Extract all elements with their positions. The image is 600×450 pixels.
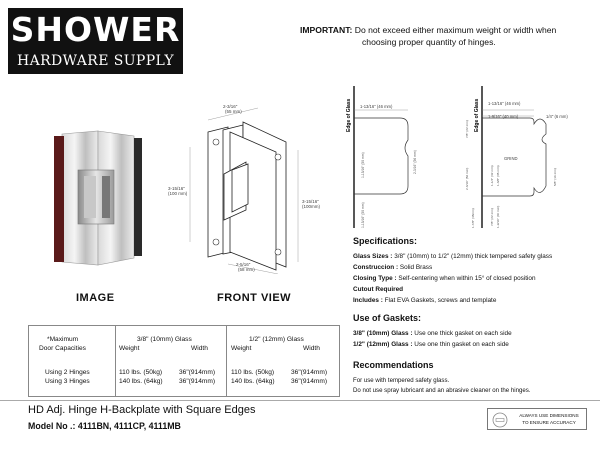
caption-image: IMAGE (76, 292, 115, 304)
dim-b-right: 5/8" (16 mm) (553, 168, 557, 186)
dim-b-side-1: 7/8" (22 mm) (465, 120, 469, 138)
logo-top-text: SHOWER (10, 10, 181, 49)
spec-item: Cutout Required (353, 286, 404, 293)
cutout-drawing-a (340, 78, 448, 230)
table-divider (115, 326, 116, 396)
header-max: *Maximum (47, 336, 79, 343)
cell-width-38-2: 36"(914mm) (179, 369, 216, 376)
edge-of-glass-label-a: Edge of Glass (346, 98, 352, 132)
specs-title: Specifications: (353, 236, 418, 246)
capacity-table (28, 325, 340, 397)
recommendations-title: Recommendations (353, 360, 434, 370)
dim-b-side-5: 1-3/8" (35 mm) (496, 165, 500, 186)
dim-b-top-2: 1-9/16" (40 mm) (488, 114, 519, 119)
model-number: Model No .: 4111BN, 4111CP, 4111MB (28, 421, 181, 431)
dim-left-mm: (100 mm) (168, 191, 188, 196)
spec-item: Construccion : Solid Brass (353, 264, 433, 271)
dim-a-side-3: 1-15/16" (50 mm) (361, 202, 365, 228)
dim-b-side-2: 2-3/16" (56 mm) (465, 167, 469, 190)
footer-divider (0, 400, 600, 401)
grind-label: GRIND (504, 156, 518, 161)
cell-weight-12-3: 140 lbs. (64kg) (231, 378, 275, 385)
dim-b-side-6: 7/8" (22 mm) (490, 208, 494, 226)
recommendations-list (353, 376, 593, 396)
dim-b-side-4: 1-1/4" (32 mm) (490, 165, 494, 186)
dim-bottom-in: 2-5/16" (236, 262, 251, 267)
dim-right-mm: (100mm) (302, 204, 321, 209)
specs-list (353, 251, 593, 306)
dim-b-top-1: 1-13/16" (46 mm) (488, 101, 521, 106)
cell-weight-12-2: 110 lbs. (50kg) (231, 369, 275, 376)
gasket-item: 3/8" (10mm) Glass : Use one thick gasket on each side (353, 330, 512, 337)
ruler-icon (492, 412, 508, 428)
row-label-2-hinges: Using 2 Hinges (45, 369, 90, 376)
rec-line-1: For use with tempered safety glass. (353, 377, 450, 384)
edge-of-glass-label-b: Edge of Glass (474, 98, 480, 132)
important-notice (300, 24, 590, 48)
dim-b-side-7: 1-9/16" (40 mm) (496, 205, 500, 228)
dim-a-top: 1-13/16" (46 mm) (360, 104, 393, 109)
dim-top-mm: (55 mm) (225, 109, 242, 114)
badge-text: ALWAYS USE DIMENSIONS TO ENSURE ACCURACY (519, 413, 579, 425)
cell-width-12-3: 36"(914mm) (291, 378, 328, 385)
header-glass-38: 3/8" (10mm) Glass (137, 336, 192, 343)
front-view-drawing (168, 102, 328, 274)
rec-line-2: Do not use spray lubricant and an abrasive cleaner on the hinges. (353, 387, 531, 394)
dim-right-in: 3-15/16" (302, 199, 319, 204)
dim-a-side-1: 1-15/16" (50 mm) (361, 152, 365, 178)
logo-bottom-text: HARDWARE SUPPLY (17, 53, 174, 69)
header-glass-12: 1/2" (12mm) Glass (249, 336, 304, 343)
important-line-1: Do not exceed either maximum weight or width when (354, 25, 557, 35)
cell-width-38-3: 36"(914mm) (179, 378, 216, 385)
important-line-2: choosing proper quantity of hinges. (362, 37, 496, 47)
header-width-2: Width (303, 345, 320, 352)
header-width-1: Width (191, 345, 208, 352)
header-door-capacities: Door Capacities (39, 345, 86, 352)
dim-bottom-mm: (58 mm) (238, 267, 255, 272)
dim-b-top-3: 1/4" (6 mm) (546, 114, 568, 119)
hinge-photo (40, 128, 150, 268)
header-weight-1: Weight (119, 345, 140, 352)
dim-b-side-3: 1-7/8" (48mm) (471, 208, 475, 228)
cell-width-12-2: 36"(914mm) (291, 369, 328, 376)
cutout-drawing-b (452, 78, 598, 230)
cell-weight-38-2: 110 lbs. (50kg) (119, 369, 163, 376)
product-title: HD Adj. Hinge H-Backplate with Square Edges (28, 404, 256, 416)
important-label: IMPORTANT: (300, 25, 353, 35)
table-divider (226, 326, 227, 396)
spec-item: Glass Sizes : 3/8" (10mm) to 1/2" (12mm) thick tempered safety glass (353, 253, 553, 260)
dim-a-side-2: 2-3/16" (56 mm) (413, 150, 417, 174)
spec-item: Closing Type : Self-centering when within 15° of closed position (353, 275, 536, 282)
gaskets-title: Use of Gaskets: (353, 313, 422, 323)
header-weight-2: Weight (231, 345, 252, 352)
gasket-item: 1/2" (12mm) Glass : Use one thin gasket on each side (353, 341, 509, 348)
spec-item: Includes : Flat EVA Gaskets, screws and template (353, 297, 497, 304)
row-label-3-hinges: Using 3 Hinges (45, 378, 90, 385)
dim-left-in: 3-15/16" (168, 186, 185, 191)
dim-top-in: 2-3/16" (223, 104, 238, 109)
caption-front-view: FRONT VIEW (217, 292, 292, 304)
gaskets-list (353, 328, 593, 350)
brand-logo (8, 8, 183, 74)
cell-weight-38-3: 140 lbs. (64kg) (119, 378, 163, 385)
accuracy-badge (487, 408, 587, 430)
